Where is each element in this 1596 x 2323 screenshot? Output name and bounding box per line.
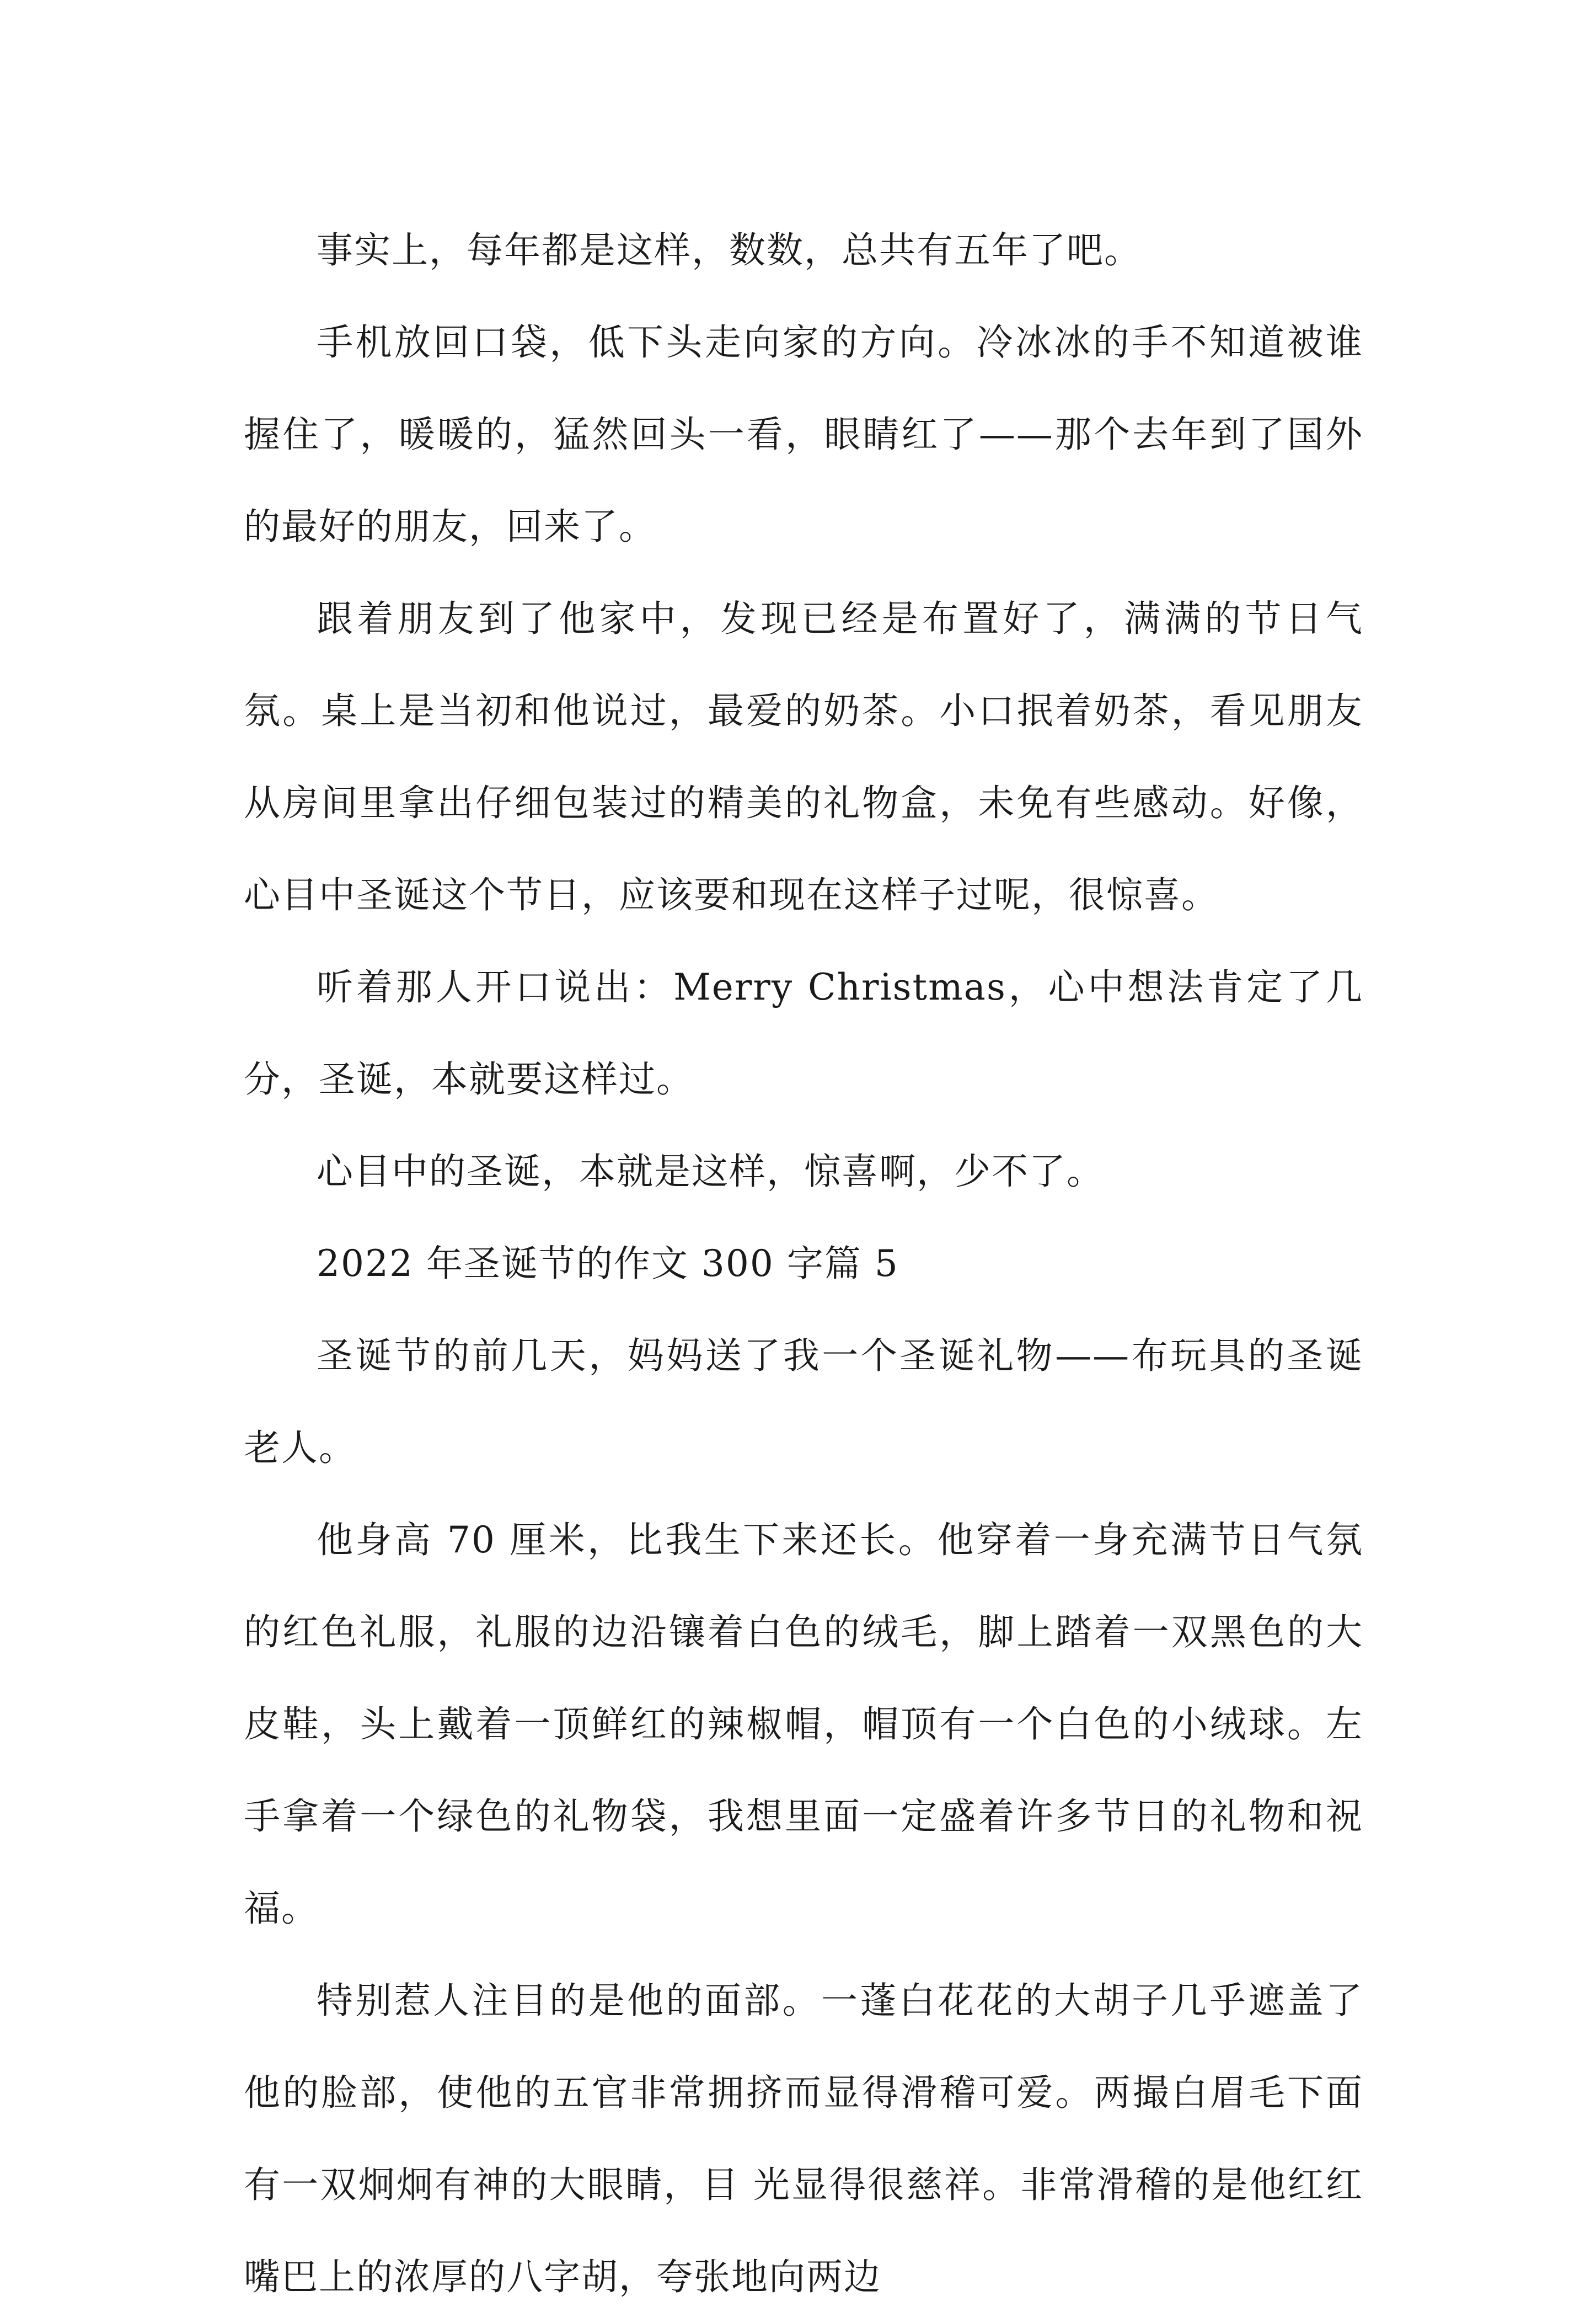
paragraph: 事实上，每年都是这样，数数，总共有五年了吧。 (317, 229, 1142, 271)
paragraph: 跟着朋友到了他家中，发现已经是布置好了，满满的节日气氛。桌上是当初和他说过，最爱的奶茶。小口抿着奶茶，看见朋友从房间里拿出仔细包装过的精美的礼物盒，未免有些感动。好像，心目中圣诞这个节日，应该要和现在这样子过呢，很惊喜。 (244, 597, 1363, 916)
document-body (244, 204, 1363, 2323)
paragraph: 特别惹人注目的是他的面部。一蓬白花花的大胡子几乎遮盖了他的脸部，使他的五官非常拥挤而显得滑稽可爱。两撮白眉毛下面有一双炯炯有神的大眼睛，目 光显得很慈祥。非常滑稽的是他红红嘴巴上的浓厚的八字胡，夸张地向两边 (244, 1979, 1363, 2298)
paragraph: 听着那人开口说出：Merry Christmas，心中想法肯定了几分，圣诞，本就要这样过。 (244, 966, 1363, 1101)
paragraph: 心目中的圣诞，本就是这样，惊喜啊，少不了。 (317, 1150, 1104, 1193)
paragraph: 手机放回口袋，低下头走向家的方向。冷冰冰的手不知道被谁握住了，暖暖的，猛然回头一看，眼睛红了——那个去年到了国外的最好的朋友，回来了。 (244, 321, 1363, 548)
section-heading: 2022 年圣诞节的作文 300 字篇 5 (317, 1242, 899, 1285)
paragraph: 圣诞节的前几天，妈妈送了我一个圣诞礼物——布玩具的圣诞老人。 (244, 1334, 1363, 1469)
paragraph: 他身高 70 厘米，比我生下来还长。他穿着一身充满节日气氛的红色礼服，礼服的边沿镶着白色的绒毛，脚上踏着一双黑色的大皮鞋，头上戴着一顶鲜红的辣椒帽，帽顶有一个白色的小绒球。左手拿着一个绿色的礼物袋，我想里面一定盛着许多节日的礼物和祝福。 (244, 1519, 1363, 1930)
